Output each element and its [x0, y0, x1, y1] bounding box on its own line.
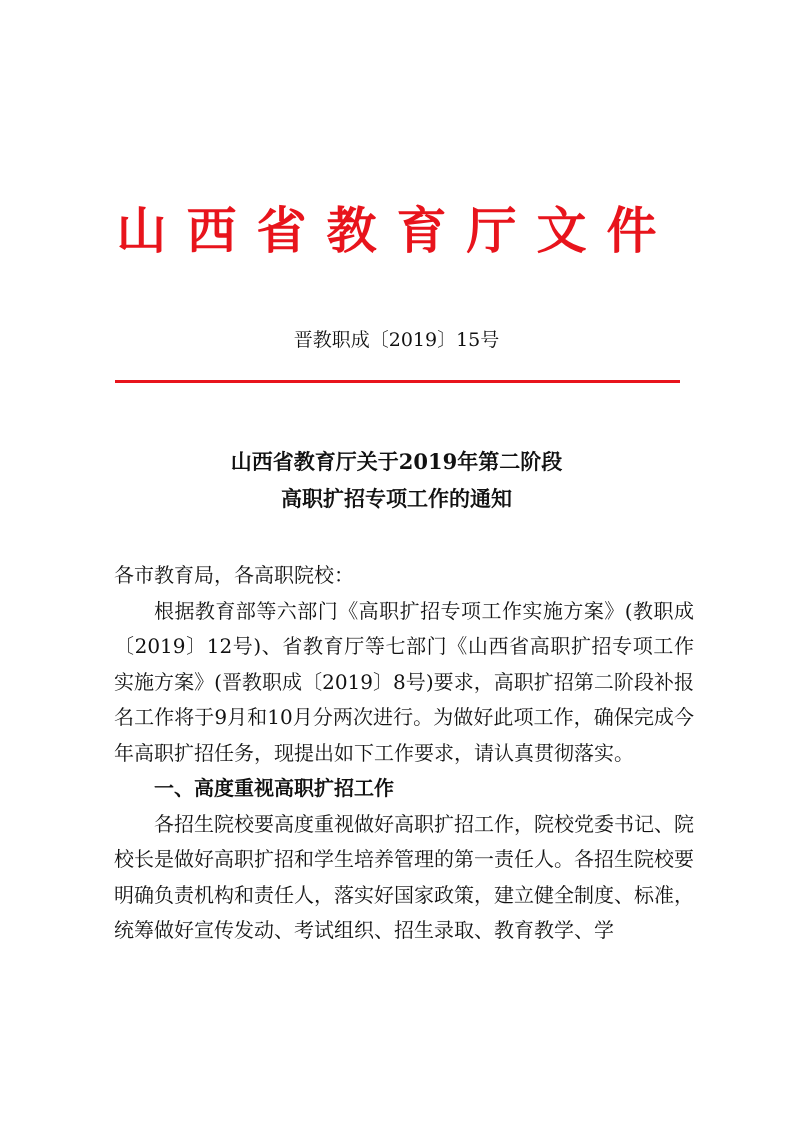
body-paragraph-1: 根据教育部等六部门《高职扩招专项工作实施方案》(教职成〔2019〕12号)、省教育厅等七部门《山西省高职扩招专项工作实施方案》(晋教职成〔2019〕8号)要求，高职扩招第二阶段补报名工作将于9月和10月分两次进行。为做好此项工作，确保完成今年高职扩招任务，现提出如下工作要求，请认真贯彻落实。: [114, 598, 694, 765]
section-heading-1: 一、高度重视高职扩招工作: [154, 776, 394, 800]
document-body: [114, 558, 694, 949]
masthead-title: 山西省教育厅文件: [116, 202, 677, 260]
document-number: 晋教职成〔2019〕15号: [293, 329, 500, 351]
salutation: 各市教育局，各高职院校：: [114, 563, 354, 587]
red-divider-line: [115, 380, 680, 383]
notice-title-line-1: 山西省教育厅关于2019年第二阶段: [230, 449, 563, 474]
body-paragraph-2: 各招生院校要高度重视做好高职扩招工作，院校党委书记、院校长是做好高职扩招和学生培养管理的第一责任人。各招生院校要明确负责机构和责任人，落实好国家政策，建立健全制度、标准，统筹做好宣传发动、考试组织、招生录取、教育教学、学: [114, 811, 694, 942]
notice-title-line-2: 高职扩招专项工作的通知: [281, 486, 512, 511]
